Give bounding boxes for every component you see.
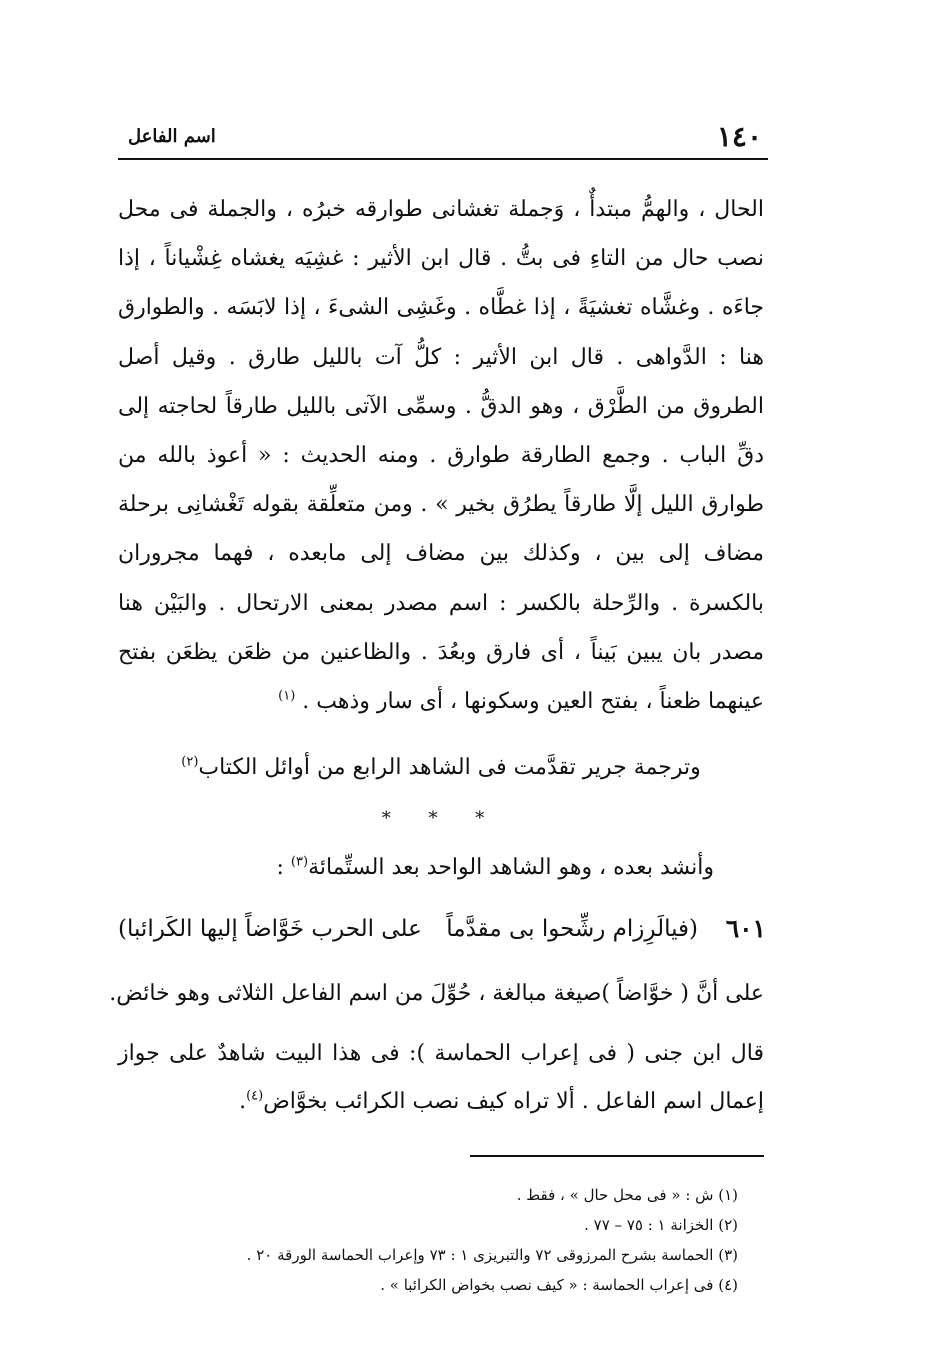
footnote-rule (470, 1155, 764, 1157)
citation-intro (118, 848, 764, 888)
verse-first-hemistich: (فيالَرِزام رشِّحوا بى مقدَّماً (446, 916, 698, 942)
footnote-1: (١) ش : « فى محل حال » ، فقط . (516, 1186, 738, 1204)
page-number: ١٤٠ (716, 120, 762, 153)
citation-intro-colon: : (276, 855, 284, 880)
footnote-ref-2: (٢) (181, 754, 199, 770)
footnote-ref-4: (٤) (246, 1088, 264, 1104)
translation-note-text: وترجمة جرير تقدَّمت فى الشاهد الرابع من أوائل الكتاب (198, 755, 701, 780)
body-paragraph (118, 185, 764, 726)
ibn-jinni-end: . (239, 1089, 247, 1114)
section-separator: * * * (381, 808, 501, 829)
body-paragraph-text: الحال ، والهمُّ مبتدأٌ ، وَجملة تغشانى طوارقه خبرُه ، والجملة فى محل نصب حال من التاءِ فى بتُّ . قال ابن الأثير : غشِيَه يغشاه غِشْياناً ، إذا جاءَه . وغشَّاه تغشيَةً ، إذا غطَّاه . وغَشِى الشىءَ ، إذا لابَسَه . والطوارق هنا : الدَّواهى . قال ابن الأثير : كلُّ آت بالليل طارق . وقيل أصل الطروق من الطَّرْق ، وهو الدقُّ . وسمِّى الآتى بالليل طارقاً لحاجته إلى دقِّ الباب . وجمع الطارقة طوارق . ومنه الحديث : « أعوذ بالله من طوارق الليل إلَّا طارقاً يطرُق بخير » . ومن متعلِّقة بقوله تَغْشانِى برحلة مضاف إلى بين ، وكذلك بين مضاف إلى مابعده ، فهما مجروران بالكسرة . والرِّحلة بالكسر : اسم مصدر بمعنى الارتحال . والبَيْن هنا مصدر بان يبين بَيناً ، أى فارق وبعُدَ . والظاعنين من ظعَن يظعَن بفتح عينهما ظعناً ، بفتح العين وسكونها ، أى سار وذهب . (118, 197, 764, 715)
translation-note (118, 748, 764, 788)
page-header (118, 112, 768, 160)
ibn-jinni-paragraph (118, 1030, 764, 1126)
verse-commentary: على أنَّ ( خوَّاضاً )صيغة مبالغة ، حُوِّلَ من اسم الفاعل الثلاثى وهو خائض. (109, 981, 764, 1006)
verse-second-hemistich: على الحرب خَوَّاضاً إليها الكَرائبا) (118, 916, 422, 942)
footnotes (118, 1180, 738, 1300)
footnote-3: (٣) الحماسة بشرح المرزوقى ٧٢ والتبريزى ١ : ٧٣ وإعراب الحماسة الورقة ٢٠ . (246, 1246, 738, 1264)
footnote-ref-1: (١) (278, 688, 296, 704)
running-title: اسم الفاعل (128, 126, 216, 147)
footnote-4: (٤) فى إعراب الحماسة : « كيف نصب بخواض الكرائبا » . (380, 1276, 738, 1294)
ibn-jinni-text: قال ابن جنى ( فى إعراب الحماسة ): فى هذا البيت شاهدٌ على جواز إعمال اسم الفاعل . ألا تراه كيف نصب الكرائب بخوَّاض (118, 1041, 764, 1114)
verse-number: ٦٠١ (725, 914, 766, 943)
footnote-2: (٢) الخزانة ١ : ٧٥ – ٧٧ . (584, 1216, 738, 1234)
poetry-verse (110, 906, 766, 952)
citation-intro-text: وأنشد بعده ، وهو الشاهد الواحد بعد الستِّمائة (308, 855, 714, 880)
footnote-ref-3: (٣) (290, 854, 309, 870)
